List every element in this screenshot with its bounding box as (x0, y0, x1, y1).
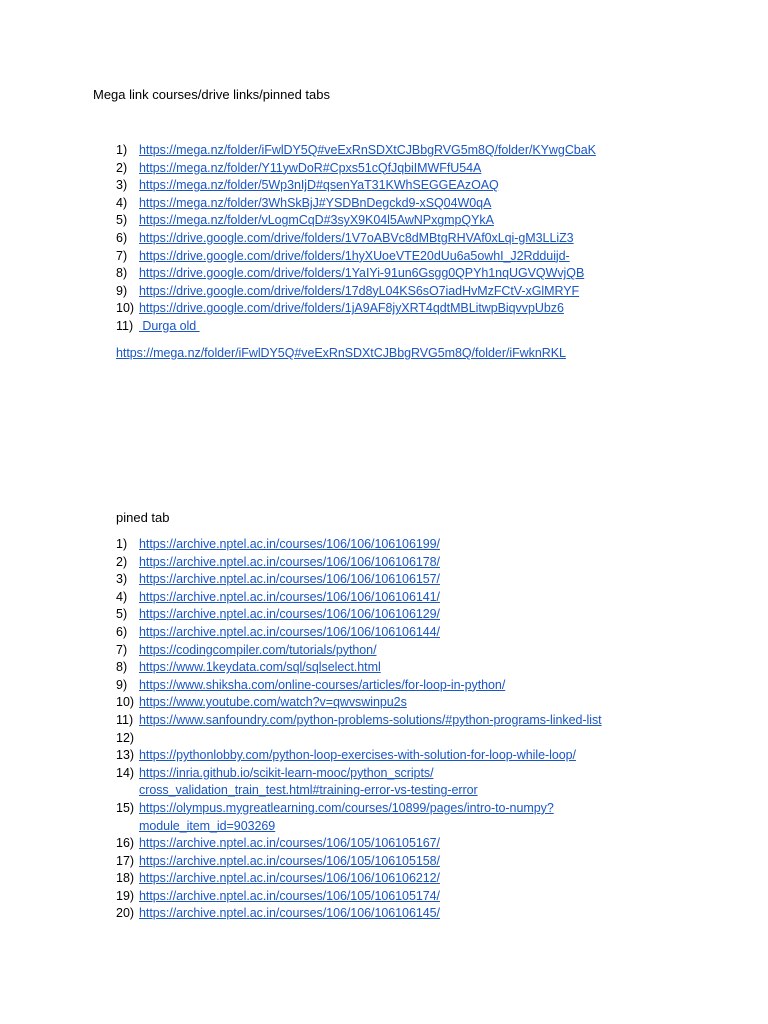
list-link[interactable]: https://drive.google.com/drive/folders/1jA9AF8jyXRT4qdtMBLitwpBiqvvpUbz6 (139, 301, 564, 316)
list-link[interactable]: https://drive.google.com/drive/folders/1hyXUoeVTE20dUu6a5owhI_J2Rdduijd- (139, 248, 570, 263)
list-item (116, 888, 602, 906)
list-number: 8) (116, 266, 128, 281)
list-item (116, 283, 596, 301)
list-number: 11) (116, 318, 134, 333)
list-item (116, 800, 602, 835)
list-item (116, 300, 596, 318)
list-number: 18) (116, 871, 135, 886)
link-line: https://archive.nptel.ac.in/courses/106/105/106105174/ (139, 888, 440, 903)
link-line: https://archive.nptel.ac.in/courses/106/106/106106212/ (139, 871, 440, 886)
link-line: https://archive.nptel.ac.in/courses/106/106/106106178/ (139, 554, 440, 569)
list-item (116, 659, 602, 677)
list-item (116, 160, 596, 178)
list-number: 19) (116, 888, 135, 903)
list-item (116, 265, 596, 283)
list-link[interactable] (139, 536, 440, 554)
list-number: 7) (116, 642, 128, 657)
list-item (116, 730, 602, 748)
link-line: https://archive.nptel.ac.in/courses/106/106/106106157/ (139, 572, 440, 587)
list-link[interactable] (139, 694, 407, 712)
list-item (116, 248, 596, 266)
list-number: 11) (116, 712, 134, 727)
list-item (116, 747, 602, 765)
list-number: 17) (116, 853, 135, 868)
list-link[interactable] (139, 624, 440, 642)
list-item (116, 230, 596, 248)
list-item (116, 870, 602, 888)
list-number: 13) (116, 748, 135, 763)
list-item (116, 624, 602, 642)
list-link[interactable] (139, 747, 576, 765)
list-number: 5) (116, 213, 128, 228)
link-line: https://www.youtube.com/watch?v=qwvswinpu2s (139, 695, 407, 710)
link-line: https://www.1keydata.com/sql/sqlselect.html (139, 660, 381, 675)
list-link[interactable] (139, 835, 440, 853)
list-item (116, 554, 602, 572)
link-line: https://archive.nptel.ac.in/courses/106/106/106106144/ (139, 624, 440, 639)
list-number: 1) (116, 143, 128, 157)
link-line: https://www.sanfoundry.com/python-problems-solutions/#python-programs-linked-list (139, 712, 602, 727)
list-link[interactable] (139, 677, 505, 695)
list-link[interactable]: https://drive.google.com/drive/folders/1YaIYi-91un6Gsgg0QPYh1nqUGVQWvjQB (139, 266, 585, 281)
link-line: https://www.shiksha.com/online-courses/articles/for-loop-in-python/ (139, 677, 506, 692)
list-link[interactable]: https://mega.nz/folder/3WhSkBjJ#YSDBnDegckd9-xSQ04W0qA (139, 195, 492, 210)
link-line: https://archive.nptel.ac.in/courses/106/106/106106141/ (139, 589, 440, 604)
list-number: 7) (116, 248, 128, 263)
list-link[interactable]: Durga old (139, 318, 200, 333)
list-number: 5) (116, 607, 128, 622)
list-number: 4) (116, 195, 128, 210)
pinned-link-list (116, 536, 602, 923)
list-number: 2) (116, 554, 128, 569)
list-number: 4) (116, 589, 128, 604)
list-number: 1) (116, 537, 128, 551)
list-number: 9) (116, 677, 128, 692)
list-item (116, 142, 596, 160)
list-item (116, 835, 602, 853)
list-link[interactable] (139, 554, 440, 572)
list-item (116, 642, 602, 660)
link-line: https://olympus.mygreatlearning.com/courses/10899/pages/intro-to-numpy? (139, 800, 554, 815)
list-item (116, 694, 602, 712)
list-link[interactable]: https://mega.nz/folder/iFwlDY5Q#veExRnSDXtCJBbgRVG5m8Q/folder/KYwgCbaK (139, 143, 596, 157)
list-link[interactable]: https://mega.nz/folder/Y11ywDoR#Cpxs51cQfJqbiIMWFfU54A (139, 160, 482, 175)
mega-link-list (116, 142, 596, 336)
list-item (116, 589, 602, 607)
extra-mega-link[interactable]: https://mega.nz/folder/iFwlDY5Q#veExRnSDXtCJBbgRVG5m8Q/folder/iFwknRKL (116, 346, 566, 360)
link-line: module_item_id=903269 (139, 818, 276, 833)
list-item (116, 212, 596, 230)
list-number: 12) (116, 730, 135, 745)
list-link[interactable]: https://mega.nz/folder/5Wp3nIjD#qsenYaT31KWhSEGGEAzOAQ (139, 178, 499, 193)
link-line: https://archive.nptel.ac.in/courses/106/105/106105158/ (139, 853, 440, 868)
list-link[interactable] (139, 589, 440, 607)
list-item (116, 677, 602, 695)
link-line: cross_validation_train_test.html#training-error-vs-testing-error (139, 783, 478, 798)
list-number: 6) (116, 624, 128, 639)
list-link[interactable] (139, 800, 554, 835)
list-item (116, 853, 602, 871)
list-number: 10) (116, 301, 135, 316)
link-line: https://archive.nptel.ac.in/courses/106/106/106106199/ (139, 537, 440, 551)
list-number: 9) (116, 283, 128, 298)
list-link[interactable] (139, 571, 440, 589)
list-number: 8) (116, 660, 128, 675)
list-item (116, 905, 602, 923)
list-number: 10) (116, 695, 135, 710)
list-number: 6) (116, 230, 128, 245)
list-item (116, 177, 596, 195)
list-number: 15) (116, 800, 135, 815)
list-number: 3) (116, 572, 128, 587)
list-link[interactable]: https://drive.google.com/drive/folders/1V7oABVc8dMBtgRHVAf0xLqi-gM3LLiZ3 (139, 230, 574, 245)
list-item (116, 606, 602, 624)
list-link[interactable] (139, 870, 440, 888)
list-link[interactable]: https://drive.google.com/drive/folders/17d8yL04KS6sO7iadHvMzFCtV-xGlMRYF (139, 283, 580, 298)
list-item (116, 195, 596, 213)
list-link[interactable] (139, 765, 478, 800)
document-title: Mega link courses/drive links/pinned tabs (93, 87, 331, 102)
list-link[interactable]: https://mega.nz/folder/vLogmCqD#3syX9K04l5AwNPxgmpQYkA (139, 213, 494, 228)
list-link[interactable] (139, 853, 440, 871)
link-line: https://archive.nptel.ac.in/courses/106/105/106105167/ (139, 836, 440, 851)
list-item (116, 765, 602, 800)
list-link[interactable] (139, 905, 440, 923)
list-number: 2) (116, 160, 128, 175)
link-line: https://archive.nptel.ac.in/courses/106/106/106106145/ (139, 906, 440, 921)
list-link[interactable] (139, 659, 381, 677)
pinned-heading: pined tab (116, 510, 170, 525)
list-item (116, 571, 602, 589)
link-line: https://archive.nptel.ac.in/courses/106/106/106106129/ (139, 607, 440, 622)
list-link[interactable] (139, 642, 377, 660)
link-line: https://inria.github.io/scikit-learn-mooc/python_scripts/ (139, 765, 434, 780)
list-item (116, 536, 602, 554)
list-link[interactable] (139, 606, 440, 624)
list-number: 20) (116, 906, 135, 921)
list-link[interactable] (139, 888, 440, 906)
list-number: 16) (116, 836, 135, 851)
link-line: https://codingcompiler.com/tutorials/python/ (139, 642, 377, 657)
list-item (116, 318, 596, 336)
list-item (116, 712, 602, 730)
list-number: 3) (116, 178, 128, 193)
link-line: https://pythonlobby.com/python-loop-exercises-with-solution-for-loop-while-loop/ (139, 748, 576, 763)
list-number: 14) (116, 765, 135, 780)
list-link[interactable] (139, 712, 602, 730)
